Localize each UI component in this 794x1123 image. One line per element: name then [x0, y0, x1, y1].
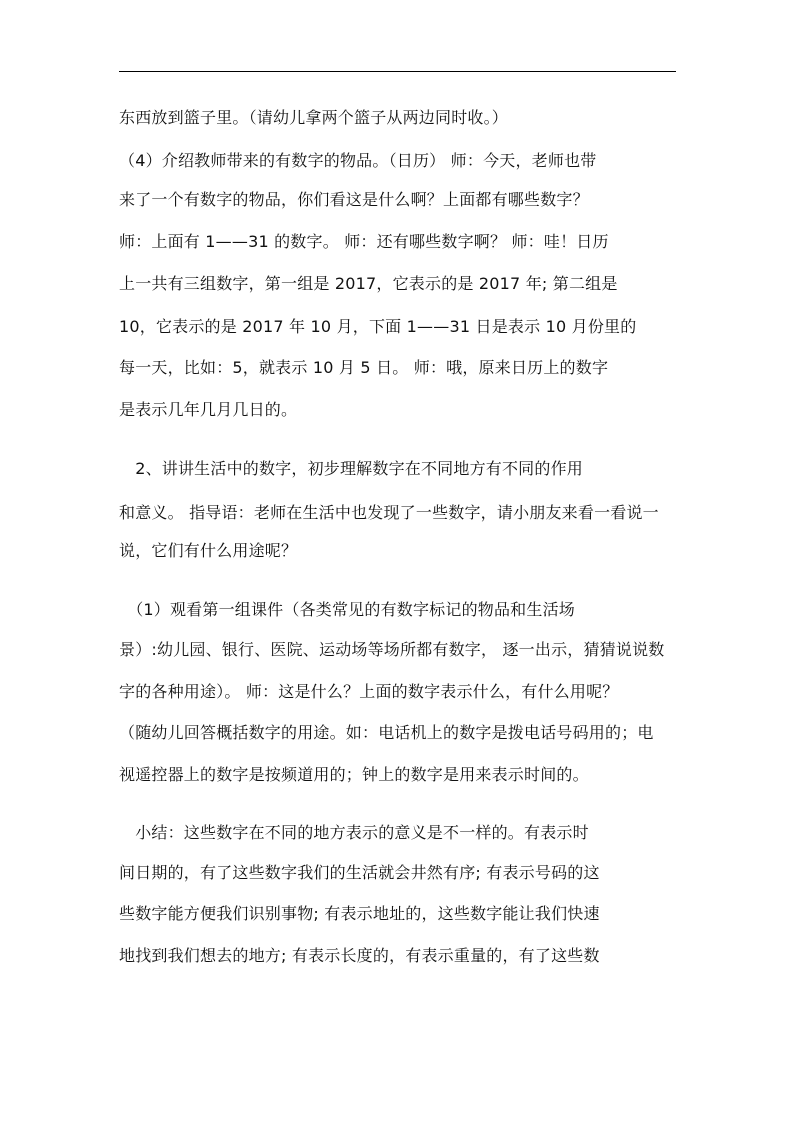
- text-line: 每一天，比如：5，就表示 10 月 5 日。 师：哦，原来日历上的数字: [119, 358, 609, 377]
- text-line: 些数字能方便我们识别事物; 有表示地址的，这些数字能让我们快速: [119, 904, 600, 923]
- text-line: 东西放到篮子里。（请幼儿拿两个篮子从两边同时收。）: [119, 108, 509, 127]
- text-line: 视遥控器上的数字是按频道用的；钟上的数字是用来表示时间的。: [119, 765, 589, 784]
- text-line: 景）:幼儿园、银行、医院、运动场等场所都有数字， 逐一出示，猜猜说说数: [119, 640, 665, 659]
- text-line: 和意义。 指导语：老师在生活中也发现了一些数字，请小朋友来看一看说一: [119, 503, 659, 522]
- header-rule: [119, 71, 676, 72]
- text-line: 地找到我们想去的地方; 有表示长度的，有表示重量的，有了这些数: [119, 946, 600, 965]
- text-line: 是表示几年几月几日的。: [119, 400, 298, 419]
- text-line: 上一共有三组数字，第一组是 2017，它表示的是 2017 年; 第二组是: [119, 274, 618, 293]
- text-line: （随幼儿回答概括数字的用途。如：电话机上的数字是拨电话号码用的；电: [119, 723, 654, 742]
- text-line: 师：上面有 1——31 的数字。 师：还有哪些数字啊？ 师：哇！日历: [119, 232, 609, 251]
- text-line: 2、讲讲生活中的数字，初步理解数字在不同地方有不同的作用: [119, 459, 583, 478]
- text-line: 字的各种用途）。 师：这是什么？上面的数字表示什么，有什么用呢？: [119, 682, 619, 701]
- text-line: 来了一个有数字的物品，你们看这是什么啊？上面都有哪些数字？: [119, 190, 589, 209]
- text-line: 间日期的，有了这些数字我们的生活就会井然有序; 有表示号码的这: [119, 863, 600, 882]
- text-line: （4）介绍教师带来的有数字的物品。（日历） 师：今天，老师也带: [119, 151, 597, 170]
- text-line: 小结：这些数字在不同的地方表示的意义是不一样的。有表示时: [119, 823, 589, 842]
- text-line: （1）观看第一组课件（各类常见的有数字标记的物品和生活场: [119, 600, 575, 619]
- text-line: 10，它表示的是 2017 年 10 月，下面 1——31 日是表示 10 月份里的: [119, 317, 637, 336]
- text-line: 说，它们有什么用途呢？: [119, 541, 298, 560]
